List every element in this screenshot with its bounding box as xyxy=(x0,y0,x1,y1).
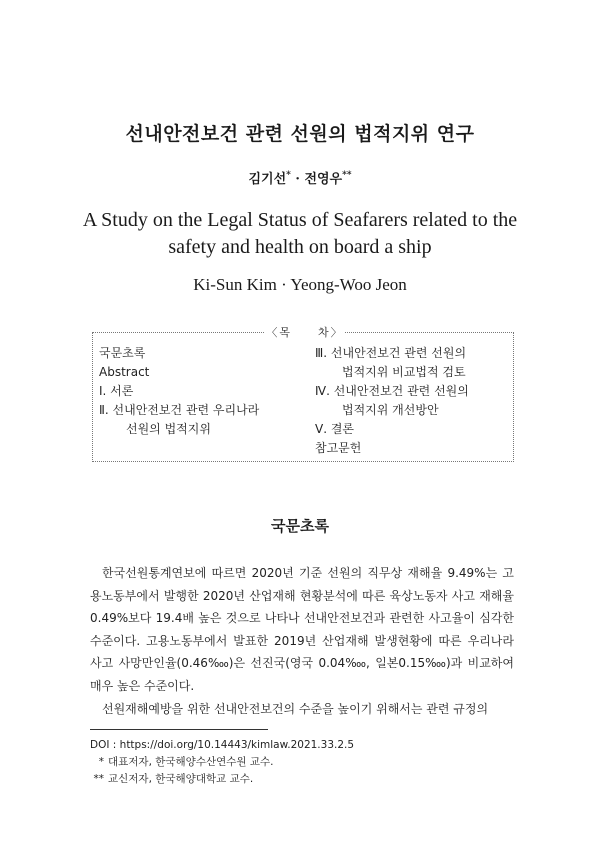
footnote-2-text: 교신저자, 한국해양대학교 교수. xyxy=(108,773,254,785)
toc-item: 국문초록 xyxy=(99,346,146,360)
title-english-line-2: safety and health on board a ship xyxy=(168,236,432,258)
author-1-mark: * xyxy=(286,170,291,181)
author-1: 김기선 xyxy=(248,172,287,187)
title-english-line-1: A Study on the Legal Status of Seafarers related to the xyxy=(82,209,518,231)
footnotes xyxy=(90,737,514,788)
footnote-1-text: 대표저자, 한국해양수산연수원 교수. xyxy=(108,756,274,768)
abstract-paragraph: 선원재해예방을 위한 선내안전보건의 수준을 높이기 위해서는 관련 규정의 xyxy=(102,701,489,716)
doi-footnote xyxy=(90,737,514,754)
toc-item: Ⅴ. 결론 xyxy=(315,422,355,436)
footnote-divider xyxy=(90,729,268,730)
footnote-1 xyxy=(90,754,514,771)
toc-item: Abstract xyxy=(99,365,150,379)
toc-item: Ⅱ. 선내안전보건 관련 우리나라 xyxy=(99,403,260,417)
author-2-mark: ** xyxy=(342,170,352,181)
table-of-contents xyxy=(92,326,514,462)
toc-right-column xyxy=(315,344,510,458)
toc-item: 참고문헌 xyxy=(315,441,362,455)
paper-title-korean: 선내안전보건 관련 선원의 법적지위 연구 xyxy=(125,123,475,145)
toc-item: 법적지위 비교법적 검토 xyxy=(342,365,466,379)
footnote-2 xyxy=(90,771,514,788)
author-separator: · xyxy=(290,172,305,187)
authors-english: Ki-Sun Kim · Yeong-Woo Jeon xyxy=(193,275,407,294)
authors-korean xyxy=(0,168,600,187)
toc-item: 법적지위 개선방안 xyxy=(342,403,439,417)
toc-item: Ⅳ. 선내안전보건 관련 선원의 xyxy=(315,384,469,398)
toc-left-column xyxy=(99,344,309,439)
toc-item: 선원의 법적지위 xyxy=(126,422,211,436)
author-2: 전영우 xyxy=(304,172,343,187)
paper-title-english xyxy=(60,207,540,261)
toc-label: 〈목 차〉 xyxy=(266,326,344,339)
abstract-heading: 국문초록 xyxy=(271,517,329,535)
doi-text: DOI : https://doi.org/10.14443/kimlaw.2021.33.2.5 xyxy=(90,739,355,751)
toc-item: Ⅲ. 선내안전보건 관련 선원의 xyxy=(315,346,467,360)
footnote-1-mark: * xyxy=(98,756,104,768)
footnote-2-mark: ** xyxy=(93,773,104,785)
abstract-body xyxy=(90,562,514,720)
toc-item: Ⅰ. 서론 xyxy=(99,384,134,398)
abstract-paragraph: 한국선원통계연보에 따르면 2020년 기준 선원의 직무상 재해율 9.49%는 고용노동부에서 발행한 2020년 산업재해 현황분석에 따른 육상노동자 사고 재해율 0.49%보다 19.4배 높은 것으로 나타나 선내안전보건과 관련한 사고율이 심각한 수준이다. 고용노동부에서 발표한 2019년 산업재해 발생현황에 따른 우리나라 사고 사망만인율(0.46‱)은 선진국(영국 0.04‱, 일본0.15‱)과 비교하여 매우 높은 수준이다. xyxy=(90,566,514,693)
